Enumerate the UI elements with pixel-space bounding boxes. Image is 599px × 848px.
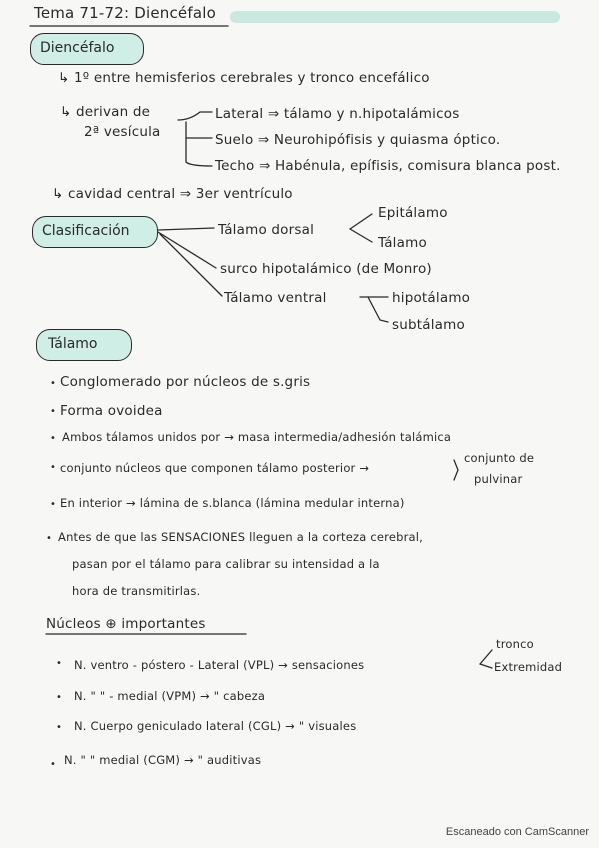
nucleo-cgl: N. Cuerpo geniculado lateral (CGL) → " visuales <box>74 719 357 733</box>
title-highlight <box>230 11 560 23</box>
scanner-footer: Escaneado con CamScanner <box>445 826 589 838</box>
talamo-p4b: conjunto de <box>464 451 535 465</box>
branch-suelo: Suelo ⇒ Neurohipófisis y quiasma óptico. <box>215 132 501 148</box>
talamo-p1: Conglomerado por núcleos de s.gris <box>60 374 311 390</box>
section-diencefalo <box>30 33 144 65</box>
talamo-p5: En interior → lámina de s.blanca (lámina medular interna) <box>60 496 405 510</box>
bullet-icon: • <box>50 759 56 770</box>
nucleos-heading: Núcleos ⊕ importantes <box>46 616 206 632</box>
nucleo-vpl-tronco: tronco <box>496 637 534 651</box>
clas-talamo: Tálamo <box>378 235 427 251</box>
nucleo-vpm: N. " " - medial (VPM) → " cabeza <box>74 689 266 703</box>
talamo-p3: Ambos tálamos unidos por → masa intermedia/adhesión talámica <box>62 430 452 444</box>
section-diencefalo-label: Diencéfalo <box>40 40 115 56</box>
bullet-icon: • <box>50 462 56 473</box>
branch-lateral: Lateral ⇒ tálamo y n.hipotalámicos <box>215 106 460 122</box>
section-talamo <box>36 329 132 361</box>
bullet-icon: • <box>56 692 62 703</box>
bullet-icon: • <box>50 378 56 389</box>
talamo-p6a: Antes de que las SENSACIONES lleguen a la corteza cerebral, <box>58 530 424 544</box>
nucleo-cgm: N. " " medial (CGM) → " auditivas <box>64 753 262 767</box>
branch-techo: Techo ⇒ Habénula, epífisis, comisura blanca post. <box>215 158 561 174</box>
talamo-p4a: conjunto núcleos que componen tálamo posterior → <box>60 461 370 475</box>
talamo-p6c: hora de transmitirlas. <box>72 584 201 598</box>
bullet-icon: • <box>50 406 56 417</box>
bullet-icon: • <box>56 722 62 733</box>
bullet-icon: • <box>56 658 62 669</box>
line-3: ↳ cavidad central ⇒ 3er ventrículo <box>52 186 293 202</box>
section-talamo-label: Tálamo <box>48 336 98 352</box>
bullet-icon: • <box>50 433 56 444</box>
section-clasificacion <box>32 216 158 248</box>
clas-talamo-dorsal: Tálamo dorsal <box>218 222 315 238</box>
line-2b: 2ª vesícula <box>84 124 161 140</box>
clas-surco: surco hipotalámico (de Monro) <box>220 261 432 277</box>
clas-hipotalamo: hipotálamo <box>392 290 471 306</box>
clas-talamo-ventral: Tálamo ventral <box>224 290 327 306</box>
bullet-icon: • <box>46 533 52 544</box>
nucleo-vpl-extremidad: Extremidad <box>494 660 563 674</box>
clas-epitalamo: Epitálamo <box>378 205 448 221</box>
line-1: ↳ 1º entre hemisferios cerebrales y tronco encefálico <box>58 70 430 86</box>
line-2a: ↳ derivan de <box>60 104 151 120</box>
nucleo-vpl: N. ventro - póstero - Lateral (VPL) → sensaciones <box>74 658 365 672</box>
talamo-p4c: pulvinar <box>474 472 523 486</box>
clas-subtalamo: subtálamo <box>392 317 465 333</box>
talamo-p6b: pasan por el tálamo para calibrar su intensidad a la <box>72 557 380 571</box>
section-clasificacion-label: Clasificación <box>42 223 130 239</box>
bullet-icon: • <box>50 499 56 510</box>
talamo-p2: Forma ovoidea <box>60 403 163 419</box>
page-title: Tema 71-72: Diencéfalo <box>34 4 216 22</box>
